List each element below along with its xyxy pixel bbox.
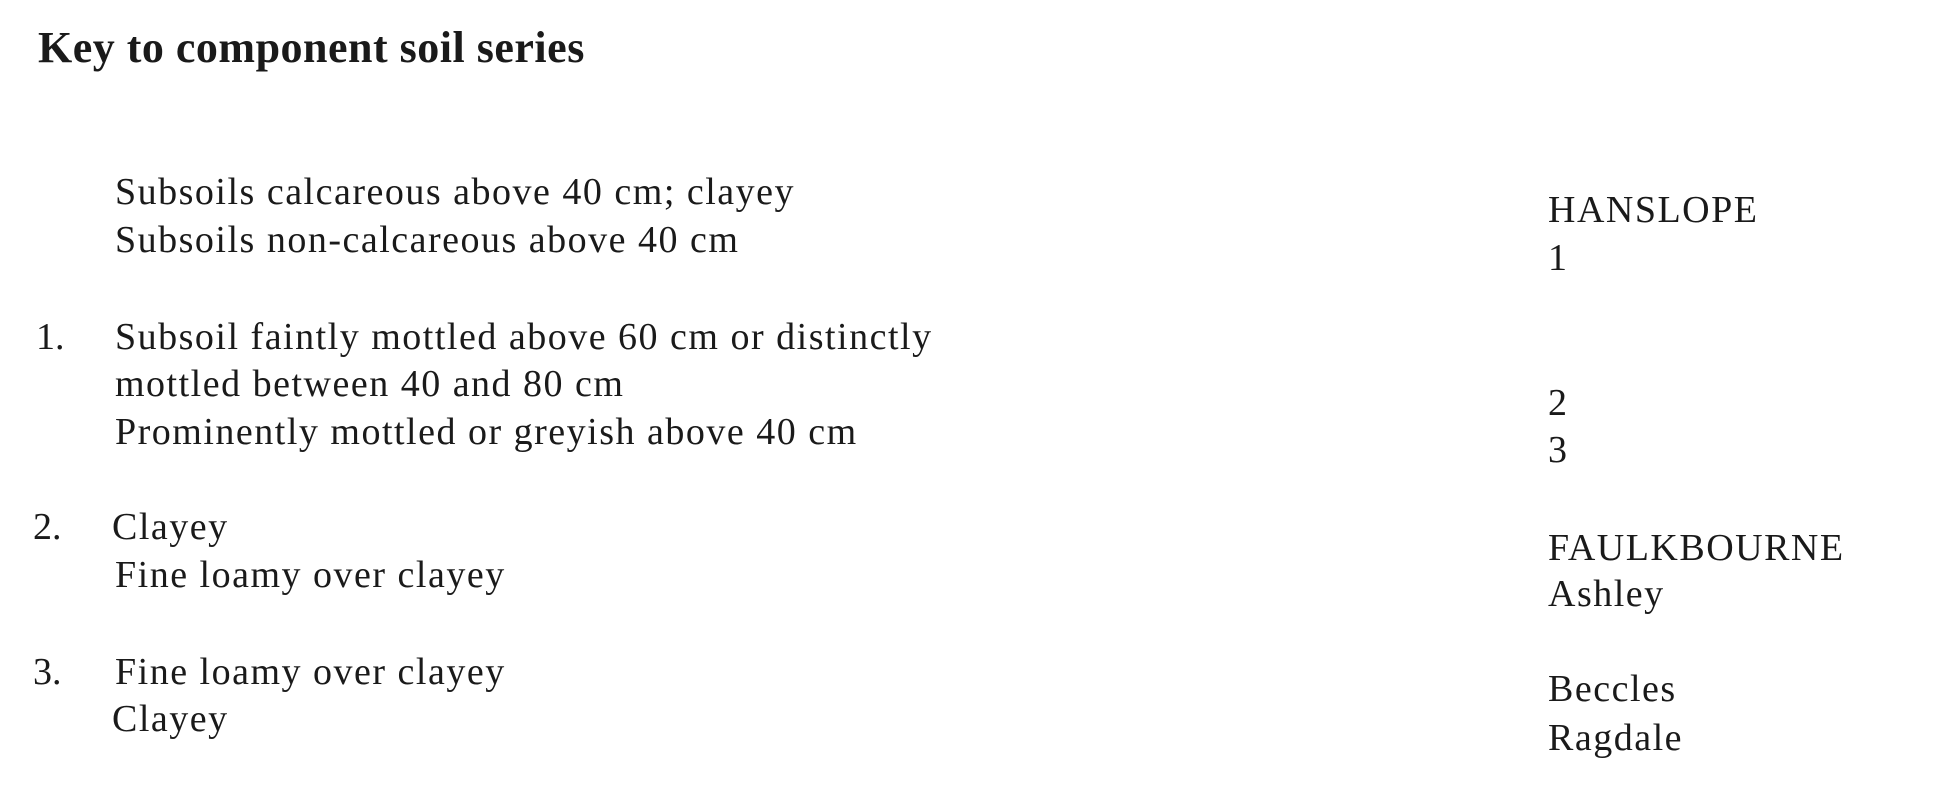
key-line: Clayey [112,506,229,548]
key-line: Subsoils calcareous above 40 cm; clayey [115,171,796,213]
key-result: Beccles [1548,668,1677,710]
key-number: 2. [33,506,62,548]
key-result: Ragdale [1548,717,1684,759]
page-title: Key to component soil series [38,23,585,72]
key-number: 1. [36,316,65,358]
key-line: Fine loamy over clayey [115,554,506,596]
key-line: Prominently mottled or greyish above 40 cm [115,411,858,453]
key-line: Subsoil faintly mottled above 60 cm or distinctly [115,316,933,358]
key-result: Ashley [1548,573,1665,615]
key-line: Fine loamy over clayey [115,651,506,693]
key-result: 2 [1548,382,1569,424]
key-number: 3. [33,651,62,693]
key-result: 1 [1548,237,1569,279]
key-line: Clayey [112,698,229,740]
key-result: FAULKBOURNE [1548,527,1845,569]
key-line: Subsoils non-calcareous above 40 cm [115,219,740,261]
key-result: 3 [1548,429,1569,471]
key-result: HANSLOPE [1548,189,1759,231]
key-line: mottled between 40 and 80 cm [115,363,625,405]
